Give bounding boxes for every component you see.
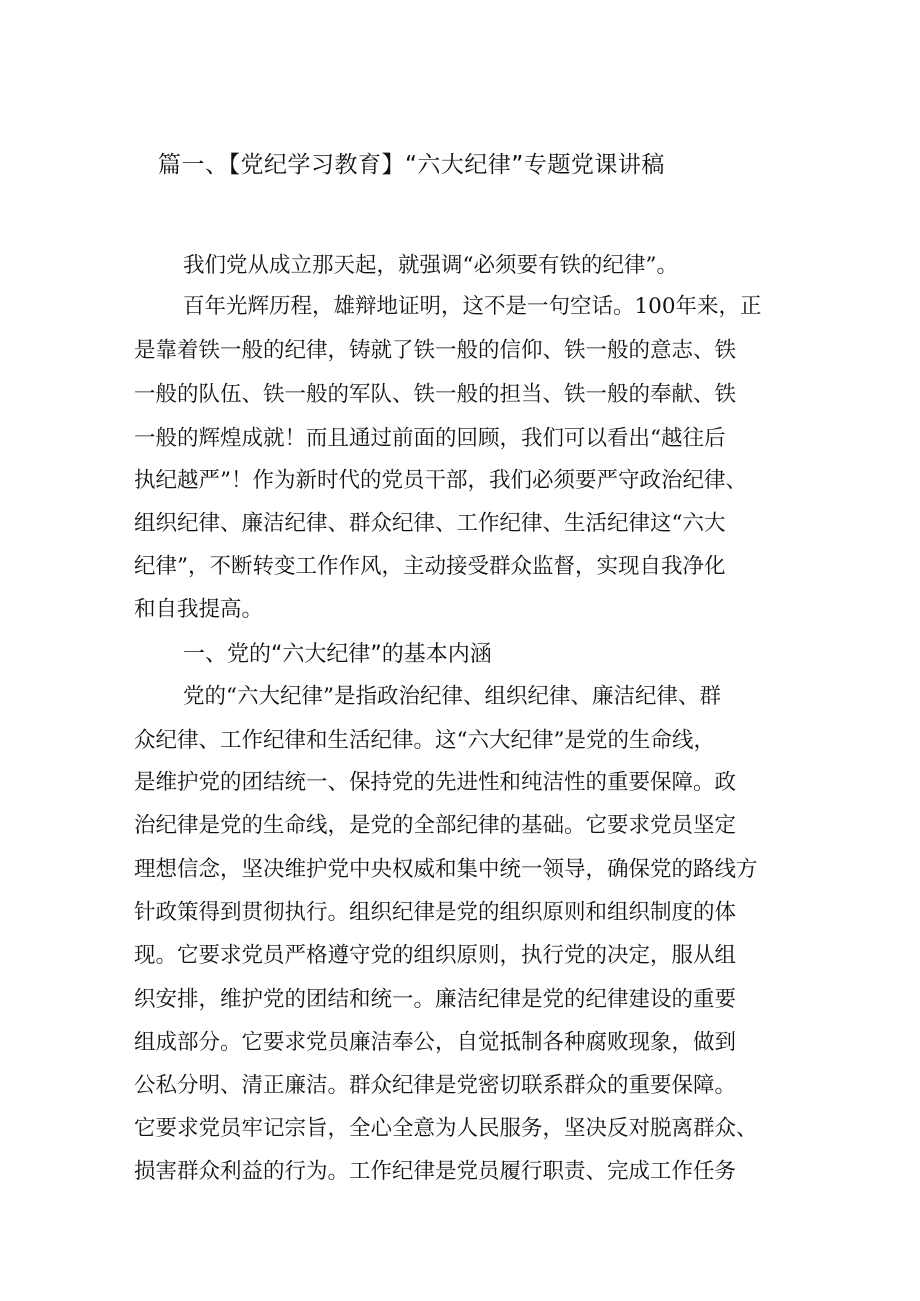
- paragraph-line: 组成部分。它要求党员廉洁奉公，自觉抵制各种腐败现象，做到: [134, 1030, 737, 1055]
- paragraph-line: 我们党从成立那天起，就强调“必须要有铁的纪律”。: [183, 253, 678, 278]
- paragraph-line: 百年光辉历程，雄辩地证明，这不是一句空话。100年来，正: [183, 294, 762, 319]
- paragraph-line: 是维护党的团结统一、保持党的先进性和纯洁性的重要保障。政: [134, 770, 737, 795]
- paragraph-line: 一般的辉煌成就！而且通过前面的回顾，我们可以看出“越往后: [134, 426, 726, 451]
- paragraph-line: 纪律”，不断转变工作作风，主动接受群众监督，实现自我净化: [134, 554, 726, 579]
- document-title: 篇一、【党纪学习教育】“六大纪律”专题党课讲稿: [158, 152, 665, 178]
- paragraph-line: 和自我提高。: [134, 597, 264, 622]
- paragraph-line: 理想信念，坚决维护党中央权威和集中统一领导，确保党的路线方: [134, 857, 758, 882]
- paragraph-line: 公私分明、清正廉洁。群众纪律是党密切联系群众的重要保障。: [134, 1073, 737, 1098]
- paragraph-line: 一般的队伍、铁一般的军队、铁一般的担当、铁一般的奉献、铁: [134, 382, 737, 407]
- paragraph-line: 众纪律、工作纪律和生活纪律。这“六大纪律”是党的生命线，: [134, 728, 715, 753]
- paragraph-line: 织安排，维护党的团结和统一。廉洁纪律是党的纪律建设的重要: [134, 987, 737, 1012]
- paragraph-line: 针政策得到贯彻执行。组织纪律是党的组织原则和组织制度的体: [134, 900, 737, 925]
- paragraph-line: 治纪律是党的生命线，是党的全部纪律的基础。它要求党员坚定: [134, 813, 737, 838]
- paragraph-line: 执纪越严”！作为新时代的党员干部，我们必须要严守政治纪律、: [134, 468, 747, 493]
- paragraph-line: 现。它要求党员严格遵守党的组织原则，执行党的决定，服从组: [134, 943, 737, 968]
- paragraph-line: 党的“六大纪律”是指政治纪律、组织纪律、廉洁纪律、群: [183, 684, 721, 709]
- paragraph-line: 它要求党员牢记宗旨，全心全意为人民服务，坚决反对脱离群众、: [134, 1116, 758, 1141]
- section-heading: 一、党的“六大纪律”的基本内涵: [183, 642, 492, 667]
- paragraph-line: 损害群众利益的行为。工作纪律是党员履行职责、完成工作任务: [134, 1159, 737, 1184]
- paragraph-line: 组织纪律、廉洁纪律、群众纪律、工作纪律、生活纪律这“六大: [134, 511, 726, 536]
- paragraph-line: 是靠着铁一般的纪律，铸就了铁一般的信仰、铁一般的意志、铁: [134, 338, 737, 363]
